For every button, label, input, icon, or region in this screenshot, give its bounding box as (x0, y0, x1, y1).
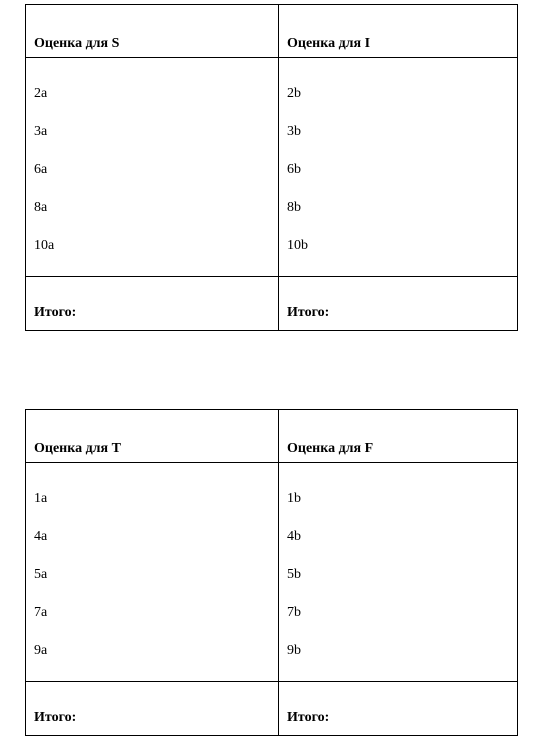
list-item: 9a (34, 643, 48, 658)
items-cell-f (279, 463, 518, 682)
list-item: 3a (34, 124, 48, 139)
table-header-row (26, 5, 518, 58)
table-total-row (26, 682, 518, 736)
list-item: 3b (287, 124, 301, 139)
table-items-row (26, 58, 518, 277)
list-item: 9b (287, 643, 301, 658)
list-item: 1a (34, 491, 48, 506)
total-cell-f: Итого: (279, 682, 518, 736)
score-table-t-f (25, 409, 518, 736)
list-item: 7b (287, 605, 301, 620)
list-item: 6b (287, 162, 301, 177)
column-header-f: Оценка для F (279, 410, 518, 463)
items-cell-i (279, 58, 518, 277)
table-header-row (26, 410, 518, 463)
list-item: 10a (34, 238, 55, 253)
table-items-row (26, 463, 518, 682)
list-item: 8b (287, 200, 301, 215)
table-total-row (26, 277, 518, 331)
list-item: 5b (287, 567, 301, 582)
column-header-i: Оценка для I (279, 5, 518, 58)
total-cell-i: Итого: (279, 277, 518, 331)
list-item: 5a (34, 567, 48, 582)
items-cell-t (26, 463, 279, 682)
list-item: 6a (34, 162, 48, 177)
list-item: 10b (287, 238, 308, 253)
list-item: 8a (34, 200, 48, 215)
list-item: 2a (34, 86, 48, 101)
total-cell-s: Итого: (26, 277, 279, 331)
list-item: 2b (287, 86, 301, 101)
list-item: 1b (287, 491, 301, 506)
list-item: 4a (34, 529, 48, 544)
items-cell-s (26, 58, 279, 277)
list-item: 4b (287, 529, 301, 544)
list-item: 7a (34, 605, 48, 620)
column-header-t: Оценка для T (26, 410, 279, 463)
score-table-s-i (25, 4, 518, 331)
total-cell-t: Итого: (26, 682, 279, 736)
column-header-s: Оценка для S (26, 5, 279, 58)
